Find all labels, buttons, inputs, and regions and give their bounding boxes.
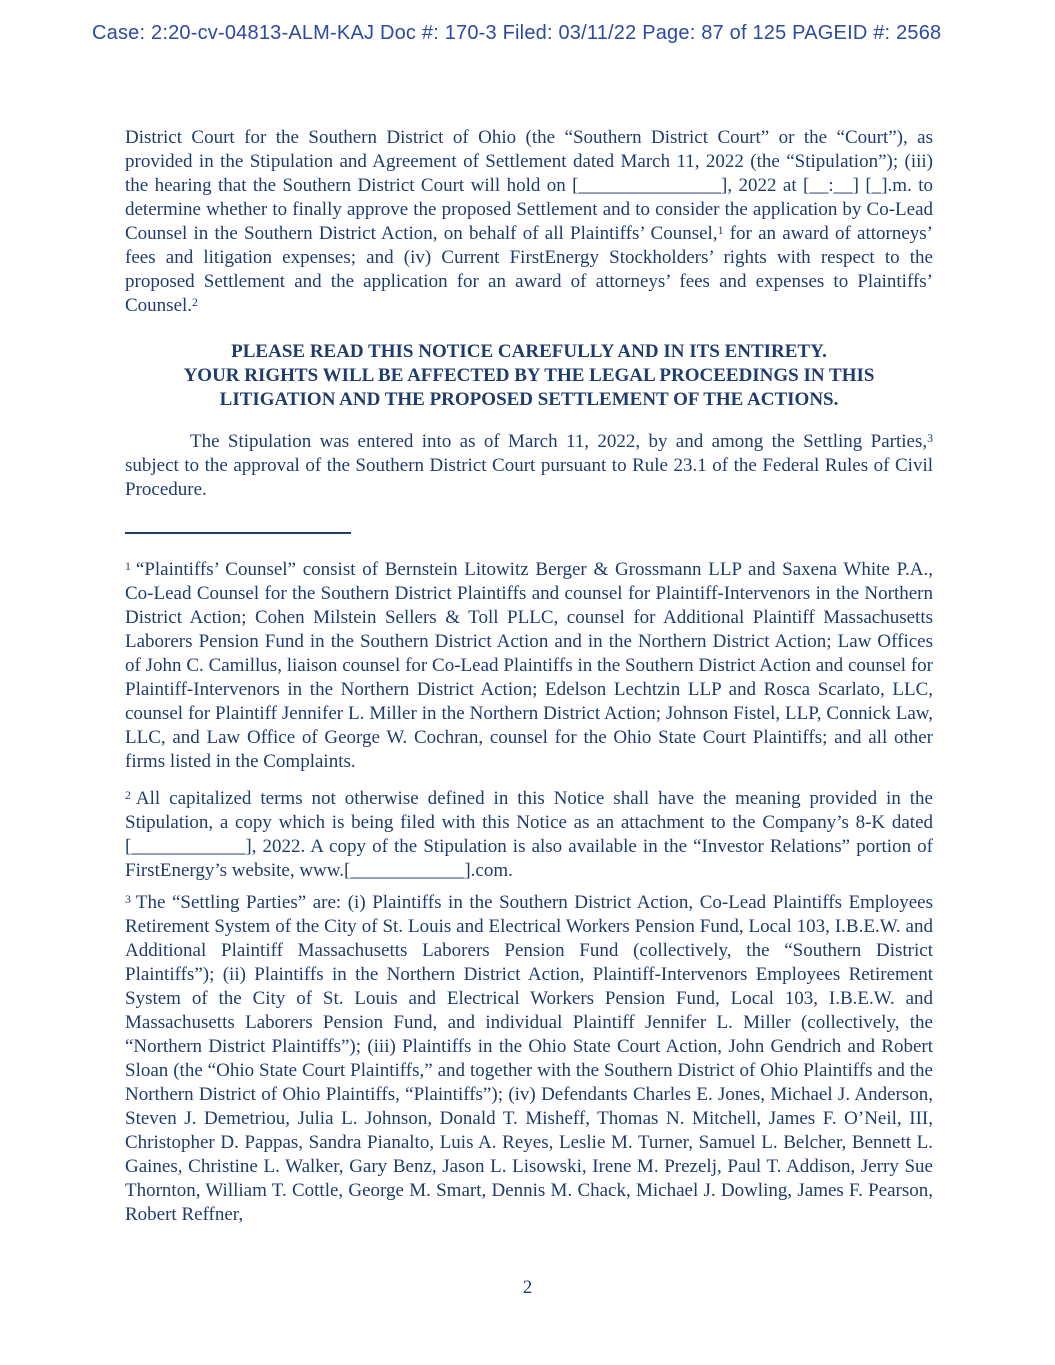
notice-heading xyxy=(125,340,933,412)
footnote-2 xyxy=(125,787,933,883)
footnote-text: All capitalized terms not otherwise defined in this Notice shall have the meaning provided in the Stipulation, a copy which is being filed with this Notice as an attachment to the Company’s 8-K dated [____________], 2022. A copy of the Stipulation is also available in the “Investor Relations” portion of FirstEnergy’s website, www.[____________].com. xyxy=(125,788,933,881)
opening-paragraph xyxy=(125,126,933,318)
footnote-separator xyxy=(125,532,351,534)
ecf-case-header: Case: 2:20-cv-04813-ALM-KAJ Doc #: 170-3 Filed: 03/11/22 Page: 87 of 125 PAGEID #: 2568 xyxy=(92,22,942,44)
paragraph-text: subject to the approval of the Southern District Court pursuant to Rule 23.1 of the Federal Rules of Civil Procedure. xyxy=(125,455,933,500)
page-body xyxy=(125,126,933,1227)
notice-heading-line: YOUR RIGHTS WILL BE AFFECTED BY THE LEGAL PROCEEDINGS IN THIS xyxy=(183,365,875,386)
footnote-3 xyxy=(125,891,933,1227)
paragraph-text: for an award of attorneys’ fees and litigation expenses; and (iv) Current FirstEnergy Stockholders’ rights with respect to the proposed Settlement and the application for an award of attorneys’ fees and expenses to Plaintiffs’ Counsel. xyxy=(125,223,933,316)
paragraph-text: The Stipulation was entered into as of March 11, 2022, by and among the Settling Parties, xyxy=(190,431,928,452)
notice-heading-line: LITIGATION AND THE PROPOSED SETTLEMENT OF THE ACTIONS. xyxy=(219,389,839,410)
footnote-ref-2: 2 xyxy=(192,295,198,309)
page-number: 2 xyxy=(522,1277,533,1298)
footnote-text: The “Settling Parties” are: (i) Plaintiffs in the Southern District Action, Co-Lead Plaintiffs Employees Retirement System of the City of St. Louis and Electrical Workers Pension Fund, Local 103, I.B.E.W. and Additional Plaintiff Massachusetts Laborers Pension Fund (collectively, the “Southern District Plaintiffs”); (ii) Plaintiffs in the Northern District Action, Plaintiff-Intervenors Employees Retirement System of the City of St. Louis and Electrical Workers Pension Fund, Local 103, I.B.E.W. and Massachusetts Laborers Pension Fund, and individual Plaintiff Jennifer L. Miller (collectively, the “Northern District Plaintiffs”); (iii) Plaintiffs in the Ohio State Court Action, John Gendrich and Robert Sloan (the “Ohio State Court Plaintiffs,” and together with the Southern District of Ohio Plaintiffs and the Northern District of Ohio Plaintiffs, “Plaintiffs”); (iv) Defendants Charles E. Jones, Michael J. Anderson, Steven J. Demetriou, Julia L. Johnson, Donald T. Misheff, Thomas N. Mitchell, James F. O’Neil, III, Christopher D. Pappas, Sandra Pianalto, Luis A. Reyes, Leslie M. Turner, Samuel L. Belcher, Bennett L. Gaines, Christine L. Walker, Gary Benz, Jason L. Lisowski, Irene M. Prezelj, Paul T. Addison, Jerry Sue Thornton, William T. Cottle, George M. Smart, Dennis M. Chack, Michael J. Dowling, James F. Pearson, Robert Reffner, xyxy=(125,892,933,1225)
footnote-text: “Plaintiffs’ Counsel” consist of Bernstein Litowitz Berger & Grossmann LLP and Saxena White P.A., Co-Lead Counsel for the Southern District Plaintiffs and counsel for Plaintiff-Intervenors in the Northern District Action; Cohen Milstein Sellers & Toll PLLC, counsel for Additional Plaintiff Massachusetts Laborers Pension Fund in the Southern District Action and in the Northern District Action; Law Offices of John C. Camillus, liaison counsel for Co-Lead Plaintiffs in the Southern District Action and counsel for Plaintiff-Intervenors in the Northern District Action; Edelson Lechtzin LLP and Rosca Scarlato, LLC, counsel for Plaintiff Jennifer L. Miller in the Northern District Action; Johnson Fistel, LLP, Connick Law, LLC, and Law Office of George W. Cochran, counsel for the Ohio State Court Plaintiffs; and all other firms listed in the Complaints. xyxy=(125,559,933,772)
footnote-marker-1: 1 xyxy=(125,559,131,573)
footnote-1 xyxy=(125,558,933,774)
footnote-ref-3: 3 xyxy=(927,431,933,445)
paragraph-text: District Court for the Southern District of Ohio (the “Southern District Court” or the “Court”), as provided in the Stipulation and Agreement of Settlement dated March 11, 2022 (the “Stipulation”); (iii) the hearing that the Southern District Court will hold on [_______________], 2022 at [__:__] [_].m. to determine whether to finally approve the proposed Settlement and to consider the application by Co-Lead Counsel in the Southern District Action, on behalf of all Plaintiffs’ Counsel, xyxy=(125,127,933,244)
footnote-ref-1: 1 xyxy=(717,223,724,237)
footnotes-section xyxy=(125,558,933,1227)
footnote-marker-3: 3 xyxy=(125,892,131,906)
stipulation-paragraph xyxy=(125,430,933,502)
footnote-marker-2: 2 xyxy=(125,788,131,802)
notice-heading-line: PLEASE READ THIS NOTICE CAREFULLY AND IN ITS ENTIRETY. xyxy=(231,341,827,362)
